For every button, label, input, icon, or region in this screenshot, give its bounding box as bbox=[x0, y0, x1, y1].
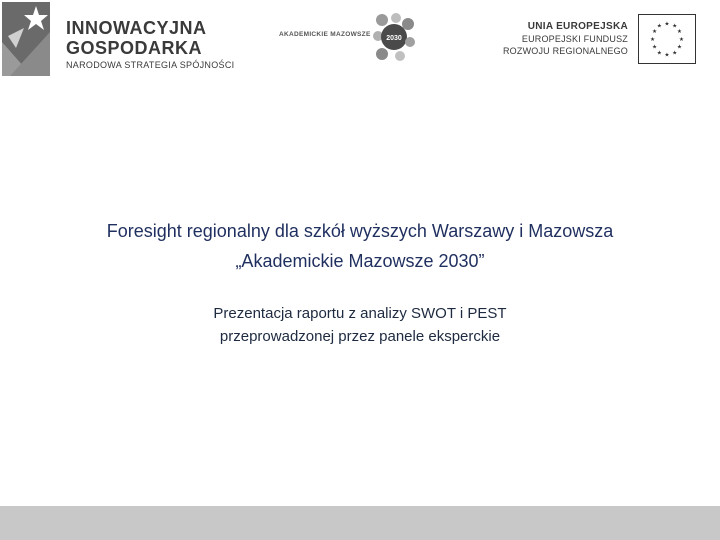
svg-text:★: ★ bbox=[656, 50, 662, 57]
innowacyjna-gospodarka-logo bbox=[0, 0, 240, 80]
mazowsze-circles-icon bbox=[372, 12, 416, 62]
ue-line-unia: UNIA EUROPEJSKA bbox=[527, 21, 628, 32]
mazowsze-badge-text: 2030 bbox=[386, 35, 402, 42]
svg-text:★: ★ bbox=[678, 36, 684, 43]
innowacyjna-gospodarka-mark-icon bbox=[2, 2, 50, 76]
svg-text:★: ★ bbox=[672, 50, 678, 57]
svg-text:★: ★ bbox=[672, 23, 678, 30]
svg-text:★: ★ bbox=[664, 21, 670, 28]
eu-flag-icon bbox=[638, 14, 696, 64]
slide-title-line1: Foresight regionalny dla szkół wyższych Warszawy i Mazowsza bbox=[106, 221, 614, 241]
slide-title-line2: „Akademickie Mazowsze 2030” bbox=[235, 251, 485, 271]
header-logos bbox=[0, 0, 720, 90]
unia-europejska-logo bbox=[500, 14, 710, 70]
svg-text:★: ★ bbox=[651, 29, 658, 36]
ue-line-fundusz: EUROPEJSKI FUNDUSZ bbox=[521, 34, 628, 44]
logo-line-gospodarka: GOSPODARKA bbox=[66, 38, 203, 58]
svg-text:★: ★ bbox=[650, 36, 656, 43]
logo-line-innowacyjna: INNOWACYJNA bbox=[66, 18, 207, 38]
logo-line-strategia: NARODOWA STRATEGIA SPÓJNOŚCI bbox=[66, 60, 235, 70]
akademickie-mazowsze-logo bbox=[276, 10, 416, 66]
footer-bar bbox=[0, 506, 720, 540]
slide-subtitle-line1: Prezentacja raportu z analizy SWOT i PEST bbox=[213, 305, 507, 322]
ue-line-rozwoju: ROZWOJU REGIONALNEGO bbox=[502, 46, 628, 56]
slide-subtitle-line2: przeprowadzonej przez panele eksperckie bbox=[219, 328, 501, 345]
unia-europejska-text bbox=[503, 20, 628, 57]
svg-text:★: ★ bbox=[656, 23, 662, 30]
akademickie-mazowsze-text: AKADEMICKIE MAZOWSZE bbox=[279, 31, 371, 38]
svg-text:★: ★ bbox=[676, 29, 683, 36]
svg-text:★: ★ bbox=[676, 44, 683, 51]
svg-text:★: ★ bbox=[664, 52, 670, 59]
svg-text:★: ★ bbox=[651, 44, 658, 51]
